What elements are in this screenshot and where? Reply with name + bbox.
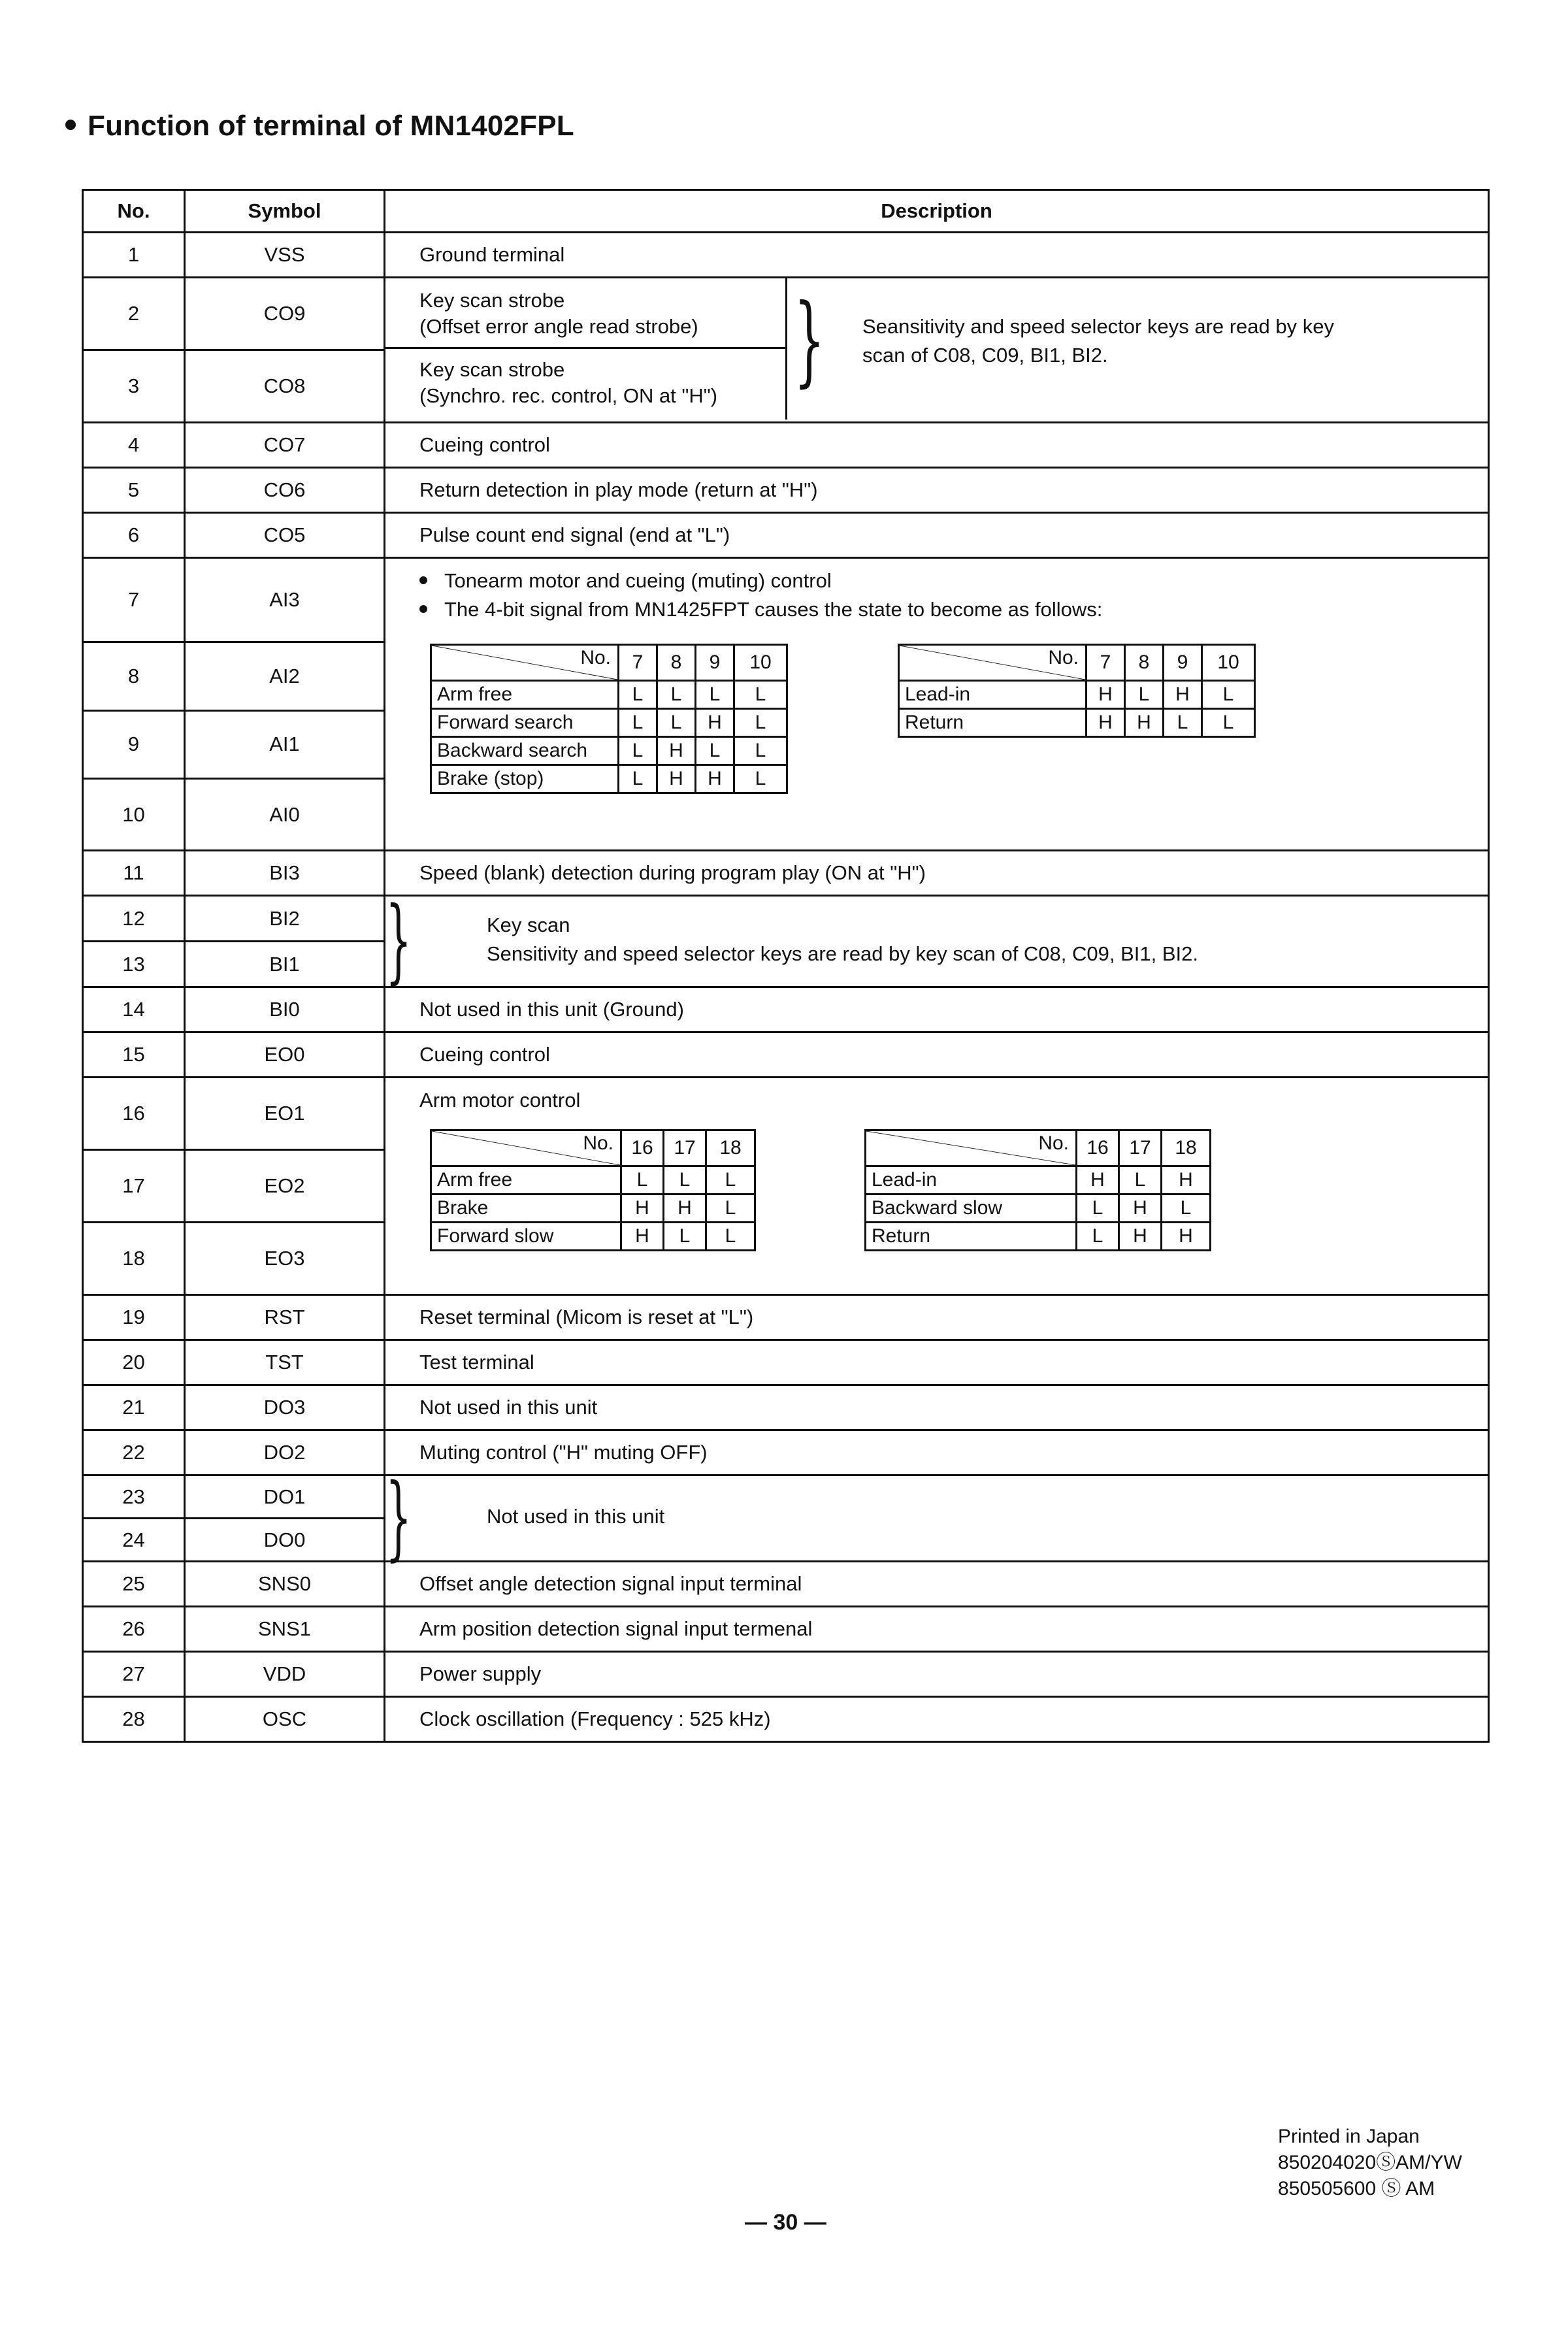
corner-cell xyxy=(431,1130,621,1166)
bullet-icon xyxy=(65,120,76,130)
row-no: 10 xyxy=(83,779,185,851)
note-bullet-text: The 4-bit signal from MN1425FPT causes the state to become as follows: xyxy=(444,598,1103,621)
state-row xyxy=(866,1223,1211,1251)
row-desc: Return detection in play mode (return at "H") xyxy=(385,468,1489,513)
corner-label: No. xyxy=(1038,1132,1069,1154)
row-symbol: VSS xyxy=(185,233,385,278)
state-row xyxy=(899,681,1255,709)
row-desc: Cueing control xyxy=(385,423,1489,468)
row-symbol: DO2 xyxy=(185,1430,385,1475)
row-desc: Power supply xyxy=(385,1652,1489,1697)
state-value: H xyxy=(664,1194,706,1223)
row-symbol: DO3 xyxy=(185,1385,385,1430)
row-symbol: EO0 xyxy=(185,1032,385,1078)
state-value: L xyxy=(1162,1194,1211,1223)
col-header: 8 xyxy=(1125,645,1164,681)
row-symbol: BI1 xyxy=(185,942,385,987)
table-row xyxy=(83,987,1489,1032)
col-header: 7 xyxy=(1086,645,1125,681)
row-desc-16-18 xyxy=(385,1078,1489,1295)
state-row xyxy=(866,1194,1211,1223)
note-bullet-text: Tonearm motor and cueing (muting) control xyxy=(444,569,832,592)
state-value: L xyxy=(619,681,657,709)
row-no: 23 xyxy=(83,1475,185,1519)
row-symbol: TST xyxy=(185,1340,385,1385)
state-label: Brake xyxy=(431,1194,621,1223)
col-header: 9 xyxy=(1164,645,1202,681)
row-symbol: EO3 xyxy=(185,1223,385,1295)
row-desc: Arm motor control xyxy=(419,1089,581,1111)
state-value: L xyxy=(734,709,787,737)
row-no: 2 xyxy=(83,278,185,350)
row-symbol: OSC xyxy=(185,1697,385,1742)
state-row xyxy=(431,765,787,793)
state-value: H xyxy=(621,1194,664,1223)
row-no: 15 xyxy=(83,1032,185,1078)
state-value: L xyxy=(621,1166,664,1194)
table-row xyxy=(83,1697,1489,1742)
row-no: 25 xyxy=(83,1562,185,1607)
note-line: scan of C08, C09, BI1, BI2. xyxy=(862,344,1108,367)
eo-state-table-left xyxy=(430,1129,756,1251)
state-value: H xyxy=(657,737,696,765)
row-no: 21 xyxy=(83,1385,185,1430)
note-line: Sensitivity and speed selector keys are read by key scan of C08, C09, BI1, BI2. xyxy=(487,942,1199,965)
note-line: Seansitivity and speed selector keys are read by key xyxy=(862,315,1334,338)
state-value: H xyxy=(1086,709,1125,737)
row-symbol: BI3 xyxy=(185,851,385,896)
col-header: 17 xyxy=(664,1130,706,1166)
row-no: 7 xyxy=(83,558,185,642)
row-symbol: EO1 xyxy=(185,1078,385,1150)
table-row xyxy=(83,513,1489,558)
page-title xyxy=(65,110,574,142)
ai-state-table-right xyxy=(898,644,1256,738)
state-value: L xyxy=(619,765,657,793)
state-row xyxy=(866,1166,1211,1194)
corner-label: No. xyxy=(583,1132,613,1154)
row-desc: Cueing control xyxy=(385,1032,1489,1078)
state-value: L xyxy=(696,737,734,765)
header-description: Description xyxy=(385,190,1489,233)
state-label: Backward search xyxy=(431,737,619,765)
col-header: 10 xyxy=(734,645,787,681)
state-value: H xyxy=(1086,681,1125,709)
state-value: L xyxy=(734,765,787,793)
row-desc: Speed (blank) detection during program play (ON at "H") xyxy=(385,851,1489,896)
table-row xyxy=(83,1385,1489,1430)
state-value: H xyxy=(1119,1194,1162,1223)
table-row xyxy=(83,468,1489,513)
col-header: 9 xyxy=(696,645,734,681)
state-value: L xyxy=(619,709,657,737)
col-header: 16 xyxy=(1077,1130,1119,1166)
page-title-text: Function of terminal of MN1402FPL xyxy=(88,110,574,142)
row-symbol: BI2 xyxy=(185,896,385,942)
ai-state-table-left xyxy=(430,644,788,794)
row-desc: Reset terminal (Micom is reset at "L") xyxy=(385,1295,1489,1340)
table-row xyxy=(83,1475,1489,1519)
state-value: L xyxy=(706,1223,755,1251)
page-number: — 30 — xyxy=(745,2210,826,2235)
state-row xyxy=(431,709,787,737)
row-no: 17 xyxy=(83,1150,185,1223)
state-value: L xyxy=(1077,1194,1119,1223)
state-label: Backward slow xyxy=(866,1194,1077,1223)
row-desc: Not used in this unit xyxy=(385,1385,1489,1430)
row-desc: Ground terminal xyxy=(385,233,1489,278)
row-symbol: DO1 xyxy=(185,1475,385,1519)
state-row xyxy=(431,1166,755,1194)
corner-cell xyxy=(899,645,1086,681)
state-value: L xyxy=(1125,681,1164,709)
row-desc: Pulse count end signal (end at "L") xyxy=(385,513,1489,558)
table-row xyxy=(83,1078,1489,1150)
row-desc: Muting control ("H" muting OFF) xyxy=(385,1430,1489,1475)
state-row xyxy=(431,1194,755,1223)
row-symbol: CO7 xyxy=(185,423,385,468)
brace-icon: } xyxy=(794,284,825,397)
table-row xyxy=(83,1295,1489,1340)
row-no: 28 xyxy=(83,1697,185,1742)
table-row xyxy=(83,851,1489,896)
row-symbol: CO8 xyxy=(185,350,385,423)
state-label: Forward slow xyxy=(431,1223,621,1251)
col-header: 7 xyxy=(619,645,657,681)
row-symbol: AI1 xyxy=(185,710,385,779)
row-no: 11 xyxy=(83,851,185,896)
state-label: Forward search xyxy=(431,709,619,737)
state-value: H xyxy=(1125,709,1164,737)
note-bullet xyxy=(419,595,1102,624)
print-info-line: Printed in Japan xyxy=(1278,2126,1420,2147)
state-label: Return xyxy=(899,709,1086,737)
row-no: 13 xyxy=(83,942,185,987)
row-desc-line: Key scan strobe xyxy=(419,358,565,381)
table-row xyxy=(83,1562,1489,1607)
state-value: L xyxy=(664,1166,706,1194)
state-row xyxy=(431,681,787,709)
header-row xyxy=(83,190,1489,233)
state-row xyxy=(431,1223,755,1251)
row-no: 8 xyxy=(83,642,185,710)
state-value: L xyxy=(1119,1166,1162,1194)
row-desc-12-13 xyxy=(385,887,1489,994)
state-value: H xyxy=(1164,681,1202,709)
state-row xyxy=(431,737,787,765)
print-info-line: 850204020ⓈAM/YW xyxy=(1278,2152,1462,2173)
header-no: No. xyxy=(83,190,185,233)
eo-state-table-right xyxy=(864,1129,1211,1251)
row-no: 6 xyxy=(83,513,185,558)
state-row xyxy=(899,709,1255,737)
row-desc: Offset angle detection signal input terminal xyxy=(385,1562,1489,1607)
row-desc-line: (Synchro. rec. control, ON at "H") xyxy=(419,384,718,407)
table-row xyxy=(83,1340,1489,1385)
row-symbol: AI3 xyxy=(185,558,385,642)
state-value: H xyxy=(621,1223,664,1251)
state-value: L xyxy=(734,681,787,709)
row-no: 18 xyxy=(83,1223,185,1295)
row-no: 5 xyxy=(83,468,185,513)
row-desc: Clock oscillation (Frequency : 525 kHz) xyxy=(385,1697,1489,1742)
corner-label: No. xyxy=(1048,647,1079,668)
row-symbol: CO5 xyxy=(185,513,385,558)
row-symbol: RST xyxy=(185,1295,385,1340)
state-label: Lead-in xyxy=(866,1166,1077,1194)
col-header: 16 xyxy=(621,1130,664,1166)
print-info-line: 850505600 Ⓢ AM xyxy=(1278,2178,1435,2199)
row-no: 22 xyxy=(83,1430,185,1475)
state-value: H xyxy=(696,765,734,793)
note-line: Key scan xyxy=(487,914,570,936)
print-info xyxy=(1278,2124,1462,2202)
state-value: H xyxy=(696,709,734,737)
row-no: 4 xyxy=(83,423,185,468)
col-header: 18 xyxy=(1162,1130,1211,1166)
state-label: Return xyxy=(866,1223,1077,1251)
table-row xyxy=(83,423,1489,468)
table-row xyxy=(83,278,1489,350)
bullet-icon xyxy=(419,605,427,613)
row-desc: Not used in this unit (Ground) xyxy=(385,987,1489,1032)
table-row xyxy=(83,1652,1489,1697)
table-row xyxy=(83,896,1489,942)
row-symbol: AI0 xyxy=(185,779,385,851)
row-no: 14 xyxy=(83,987,185,1032)
row-no: 20 xyxy=(83,1340,185,1385)
terminal-table xyxy=(82,189,1490,1743)
table-row xyxy=(83,558,1489,642)
bullet-icon xyxy=(419,576,427,584)
row-symbol: SNS1 xyxy=(185,1607,385,1652)
row-symbol: CO9 xyxy=(185,278,385,350)
row-no: 24 xyxy=(83,1519,185,1562)
row-no: 27 xyxy=(83,1652,185,1697)
state-value: L xyxy=(734,737,787,765)
state-value: H xyxy=(1077,1166,1119,1194)
row-desc: Arm position detection signal input termenal xyxy=(385,1607,1489,1652)
note-bullet xyxy=(419,567,1102,595)
state-value: L xyxy=(1164,709,1202,737)
state-value: L xyxy=(696,681,734,709)
table-row xyxy=(83,1607,1489,1652)
state-value: H xyxy=(1162,1223,1211,1251)
state-value: L xyxy=(706,1194,755,1223)
corner-label: No. xyxy=(580,647,611,668)
state-value: L xyxy=(657,709,696,737)
col-header: 8 xyxy=(657,645,696,681)
state-value: L xyxy=(1202,709,1255,737)
row-symbol: BI0 xyxy=(185,987,385,1032)
state-value: L xyxy=(706,1166,755,1194)
header-symbol: Symbol xyxy=(185,190,385,233)
row-symbol: DO0 xyxy=(185,1519,385,1562)
brace-icon: } xyxy=(385,887,412,994)
state-value: L xyxy=(619,737,657,765)
col-header: 10 xyxy=(1202,645,1255,681)
state-label: Brake (stop) xyxy=(431,765,619,793)
row-no: 26 xyxy=(83,1607,185,1652)
row-symbol: AI2 xyxy=(185,642,385,710)
row-symbol: SNS0 xyxy=(185,1562,385,1607)
row-desc: Test terminal xyxy=(385,1340,1489,1385)
row-desc-line: (Offset error angle read strobe) xyxy=(419,315,698,338)
state-value: L xyxy=(1077,1223,1119,1251)
state-label: Arm free xyxy=(431,681,619,709)
state-value: L xyxy=(1202,681,1255,709)
row-no: 9 xyxy=(83,710,185,779)
row-symbol: VDD xyxy=(185,1652,385,1697)
row-desc-line: Key scan strobe xyxy=(419,289,565,312)
state-value: H xyxy=(1119,1223,1162,1251)
state-value: H xyxy=(657,765,696,793)
row-no: 16 xyxy=(83,1078,185,1150)
row-symbol: CO6 xyxy=(185,468,385,513)
row-no: 1 xyxy=(83,233,185,278)
state-label: Arm free xyxy=(431,1166,621,1194)
table-row xyxy=(83,1032,1489,1078)
table-row xyxy=(83,233,1489,278)
row-symbol: EO2 xyxy=(185,1150,385,1223)
corner-cell xyxy=(431,645,619,681)
state-value: L xyxy=(664,1223,706,1251)
table-row xyxy=(83,1430,1489,1475)
brace-icon: } xyxy=(385,1464,412,1571)
row-desc-2-3 xyxy=(385,278,1489,423)
row-no: 3 xyxy=(83,350,185,423)
row-no: 19 xyxy=(83,1295,185,1340)
col-header: 18 xyxy=(706,1130,755,1166)
row-desc-7-10 xyxy=(385,558,1489,851)
state-label: Lead-in xyxy=(899,681,1086,709)
corner-cell xyxy=(866,1130,1077,1166)
row-no: 12 xyxy=(83,896,185,942)
state-value: L xyxy=(657,681,696,709)
col-header: 17 xyxy=(1119,1130,1162,1166)
state-value: H xyxy=(1162,1166,1211,1194)
row-desc-23-24 xyxy=(385,1464,1489,1571)
note-line: Not used in this unit xyxy=(487,1505,665,1528)
